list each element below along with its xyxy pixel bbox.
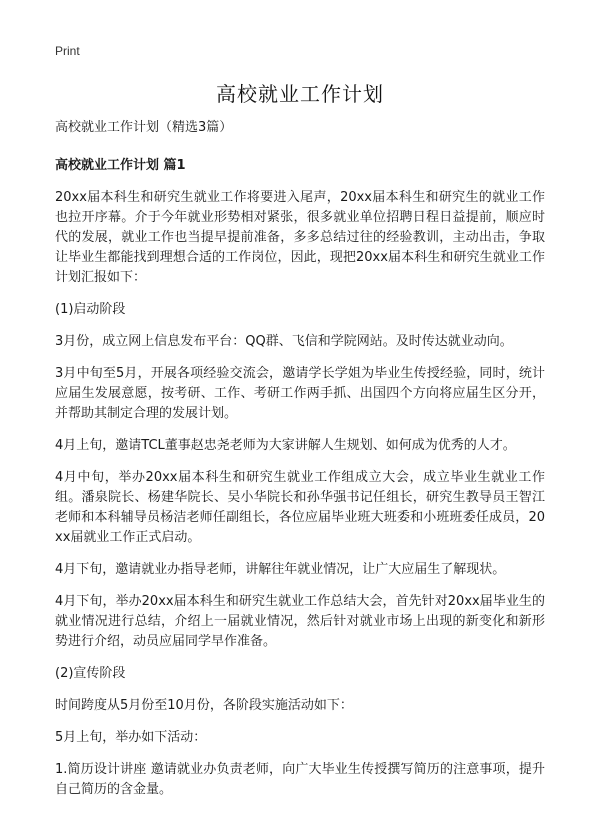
document-title: 高校就业工作计划	[216, 82, 384, 106]
section-heading: 高校就业工作计划 篇1	[55, 158, 186, 173]
paragraph-stage-start: (1)启动阶段	[55, 302, 126, 317]
print-label[interactable]: Print	[55, 44, 80, 58]
paragraph-may-early: 5月上旬，举办如下活动：	[55, 730, 207, 745]
paragraph-intro: 20xx届本科生和研究生就业工作将要进入尾声，20xx届本科生和研究生的就业工作也拉开序幕。介于今年就业形势相对紧张，很多就业单位招聘日程日益提前，顺应时代的发展，就业工作也当提早提前准备，多多总结过往的经验教训，主动出击，争取让毕业生都能找到理想合适的工作岗位，因此，现把20xx届本科生和研究生就业工作计划汇报如下：	[55, 190, 545, 285]
paragraph-march: 3月份，成立网上信息发布平台：QQ群、飞信和学院网站。及时传达就业动向。	[55, 334, 513, 349]
document-body	[55, 118, 545, 812]
paragraph-april-late-1: 4月下旬，邀请就业办指导老师，讲解往年就业情况，让广大应届生了解现状。	[55, 562, 506, 577]
paragraph-timespan: 时间跨度从5月份至10月份，各阶段实施活动如下：	[55, 698, 353, 713]
paragraph-april-late-2: 4月下旬，举办20xx届本科生和研究生就业工作总结大会，首先针对20xx届毕业生的就业情况进行总结，介绍上一届就业情况，然后针对就业市场上出现的新变化和新形势进行介绍，动员应届同学早作准备。	[55, 594, 545, 649]
document-subtitle: 高校就业工作计划（精选3篇）	[55, 120, 233, 135]
paragraph-april-mid: 4月中旬，举办20xx届本科生和研究生就业工作组成立大会，成立毕业生就业工作组。潘泉院长、杨建华院长、吴小华院长和孙华强书记任组长，研究生教导员王智江老师和本科辅导员杨洁老师任副组长，各位应届毕业班大班委和小班班委任成员，20xx届就业工作正式启动。	[55, 470, 545, 545]
paragraph-resume-lecture: 1.简历设计讲座 邀请就业办负责老师，向广大毕业生传授撰写简历的注意事项，提升自己简历的含金量。	[55, 762, 545, 797]
paragraph-april-early: 4月上旬，邀请TCL董事赵忠尧老师为大家讲解人生规划、如何成为优秀的人才。	[55, 438, 516, 453]
paragraph-mid-march: 3月中旬至5月，开展各项经验交流会，邀请学长学姐为毕业生传授经验，同时，统计应届生发展意愿，按考研、工作、考研工作两手抓、出国四个方向将应届生区分开，并帮助其制定合理的发展计划。	[55, 366, 545, 421]
paragraph-stage-promo: (2)宣传阶段	[55, 666, 126, 681]
